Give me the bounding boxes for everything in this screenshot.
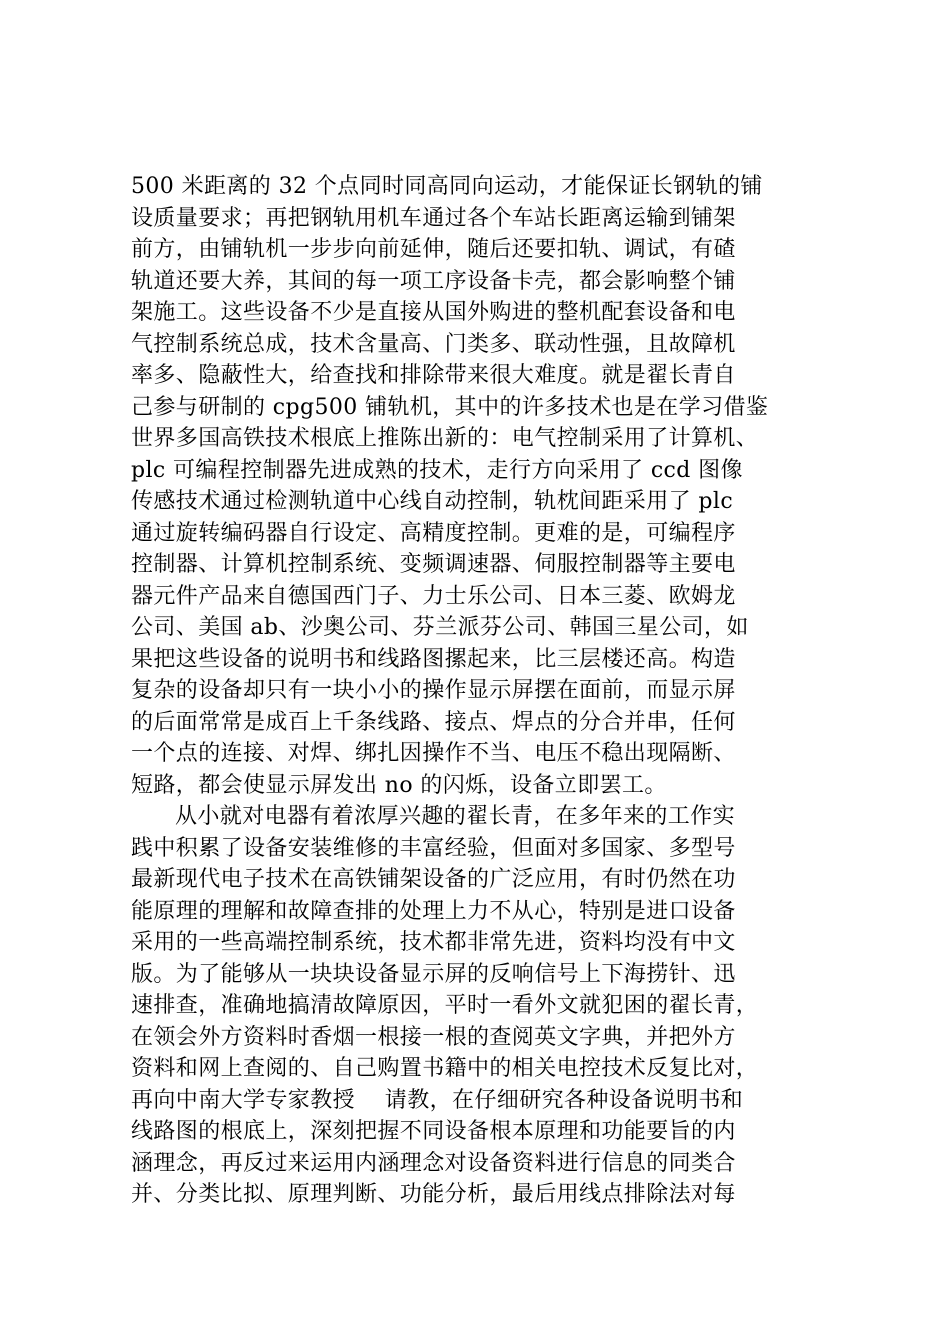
text-line: 传感技术通过检测轨道中心线自动控制，轨枕间距采用了 plc (131, 489, 734, 514)
text-line: 在领会外方资料时香烟一根接一根的查阅英文字典，并把外方 (131, 1024, 736, 1050)
text-line: 轨道还要大养，其间的每一项工序设备卡壳，都会影响整个铺 (131, 268, 736, 294)
text-line: 复杂的设备却只有一块小小的操作显示屏摆在面前，而显示屏 (131, 678, 736, 703)
text-line: 采用的一些高端控制系统，技术都非常先进，资料均没有中文 (131, 930, 736, 955)
text-line: 500 米距离的 32 个点同时同高同向运动，才能保证长钢轨的铺 (131, 174, 763, 199)
text-line: 并、分类比拟、原理判断、功能分析，最后用线点排除法对每 (131, 1182, 736, 1207)
text-line: 资料和网上查阅的、自己购置书籍中的相关电控技术反复比对， (131, 1056, 759, 1081)
text-line: 线路图的根底上，深刻把握不同设备根本原理和功能要旨的内 (131, 1119, 736, 1144)
text-line: 架施工。这些设备不少是直接从国外购进的整机配套设备和电 (131, 300, 736, 325)
text-line: 控制器、计算机控制系统、变频调速器、伺服控制器等主要电 (131, 552, 736, 577)
text-line: 设质量要求；再把钢轨用机车通过各个车站长距离运输到铺架 (131, 205, 736, 231)
text-line: 率多、隐蔽性大，给查找和排除带来很大难度。就是翟长青自 (131, 363, 736, 388)
text-line: 速排查，准确地搞清故障原因，平时一看外文就犯困的翟长青， (131, 993, 759, 1018)
text-line: 世界多国高铁技术根底上推陈出新的：电气控制采用了计算机、 (131, 426, 759, 451)
text-line: 涵理念，再反过来运用内涵理念对设备资料进行信息的同类合 (131, 1150, 736, 1176)
text-line: 一个点的连接、对焊、绑扎因操作不当、电压不稳出现隔断、 (131, 741, 736, 766)
text-line: 的后面常常是成百上千条线路、接点、焊点的分合并串，任何 (131, 709, 736, 735)
text-line: 器元件产品来自德国西门子、力士乐公司、日本三菱、欧姆龙 (131, 583, 736, 609)
text-line: 果把这些设备的说明书和线路图摞起来，比三层楼还高。构造 (131, 646, 736, 672)
text-line: 版。为了能够从一块块设备显示屏的反响信号上下海捞针、迅 (131, 961, 736, 987)
text-line: 己参与研制的 cpg500 铺轨机，其中的许多技术也是在学习借鉴 (131, 394, 769, 420)
text-line: 最新现代电子技术在高铁铺架设备的广泛应用，有时仍然在功 (131, 867, 736, 892)
text-line: 短路，都会使显示屏发出 no 的闪烁，设备立即罢工。 (131, 772, 667, 798)
text-line: 前方，由铺轨机一步步向前延伸，随后还要扣轨、调试，有碴 (131, 237, 736, 262)
text-line: 能原理的理解和故障查排的处理上力不从心，特别是进口设备 (131, 898, 736, 924)
body-text (131, 171, 831, 1211)
text-line: 公司、美国 ab、沙奥公司、芬兰派芬公司、韩国三星公司，如 (131, 615, 749, 640)
text-line: 再向中南大学专家教授 请教，在仔细研究各种设备说明书和 (131, 1087, 744, 1113)
text-line: 气控制系统总成，技术含量高、门类多、联动性强，且故障机 (131, 331, 736, 357)
text-line: 践中积累了设备安装维修的丰富经验，但面对多国家、多型号 (131, 835, 736, 861)
text-line: plc 可编程控制器先进成熟的技术，走行方向采用了 ccd 图像 (131, 457, 743, 483)
text-line: 通过旋转编码器自行设定、高精度控制。更难的是，可编程序 (131, 520, 736, 546)
paragraph-first-line: 从小就对电器有着浓厚兴趣的翟长青，在多年来的工作实 (175, 804, 736, 829)
